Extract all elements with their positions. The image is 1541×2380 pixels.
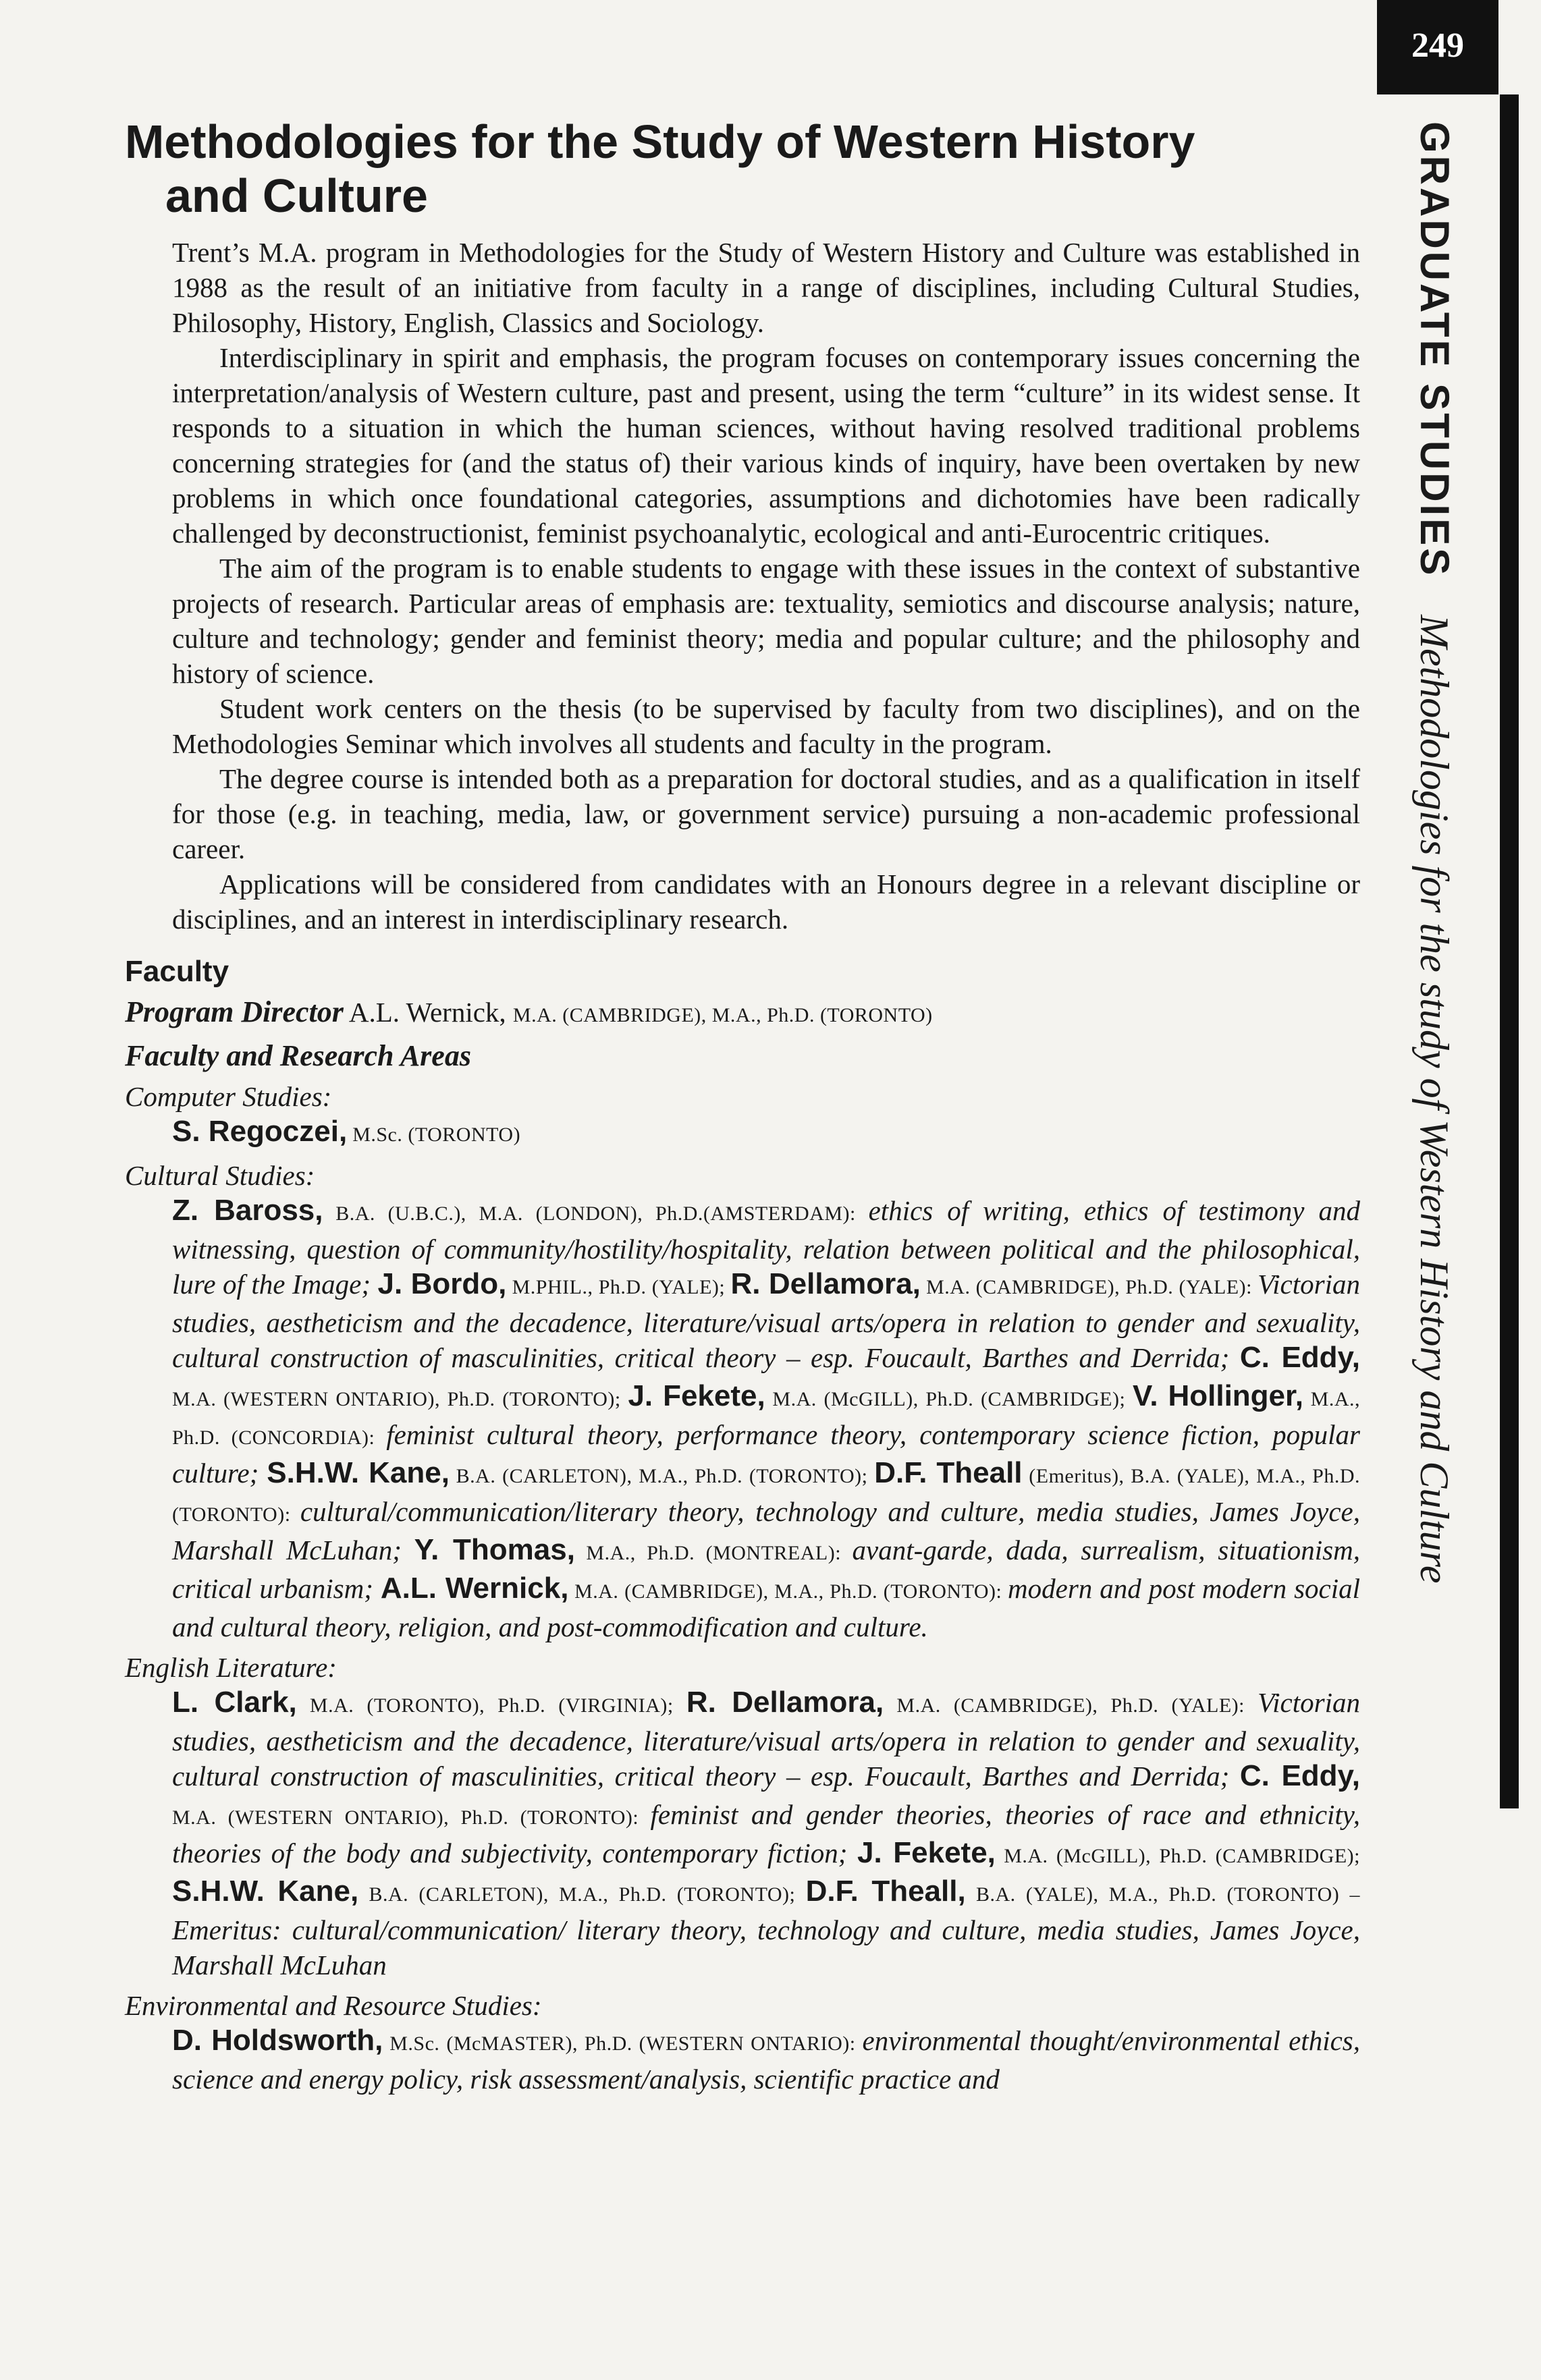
faculty-heading: Faculty: [125, 955, 229, 988]
research-area-members: [125, 1193, 1360, 1644]
faculty-member-degrees: M.A. (McGILL), Ph.D. (CAMBRIDGE);: [995, 1845, 1360, 1867]
faculty-member-degrees: B.A. (CARLETON), M.A., Ph.D. (TORONTO);: [449, 1465, 875, 1487]
section-label: GRADUATE STUDIES: [1412, 121, 1457, 578]
faculty-member-research: avant-garde, dada, surrealism, situationism, critical urbanism;: [172, 1534, 1360, 1604]
program-director: [125, 995, 1360, 1033]
faculty-member-degrees: M.A. (CAMBRIDGE), M.A., Ph.D. (TORONTO):: [568, 1580, 1008, 1603]
research-area-members: [125, 2023, 1360, 2097]
faculty-member-degrees: M.A. (WESTERN ONTARIO), Ph.D. (TORONTO):: [172, 1806, 651, 1829]
faculty-member-research: modern and post modern social and cultural theory, religion, and post-commodification and culture.: [172, 1573, 1361, 1642]
research-area: [125, 1988, 1360, 2097]
faculty-member-name: V. Hollinger,: [1133, 1379, 1303, 1412]
faculty-member-degrees: M.Sc. (McMASTER), Ph.D. (WESTERN ONTARIO):: [383, 2032, 863, 2055]
faculty-member-degrees: M.A. (CAMBRIDGE), Ph.D. (YALE):: [920, 1276, 1258, 1298]
page-content: [125, 115, 1360, 2097]
intro-text: [125, 235, 1360, 937]
faculty-member-research: environmental thought/environmental ethics, science and energy policy, risk assessment/analysis, scientific practice and: [172, 2025, 1360, 2095]
title-line-1: Methodologies for the Study of Western History: [125, 115, 1195, 168]
faculty-member-name: D.F. Theall: [874, 1456, 1023, 1489]
program-director-label: Program Director: [125, 995, 344, 1028]
research-area-title: English Literature:: [125, 1652, 337, 1683]
faculty-member-degrees: B.A. (CARLETON), M.A., Ph.D. (TORONTO);: [358, 1883, 806, 1906]
faculty-member-name: C. Eddy,: [1239, 1759, 1360, 1792]
title-line-2: and Culture: [165, 169, 428, 222]
faculty-member-name: R. Dellamora,: [730, 1267, 921, 1300]
faculty-member-research: cultural/communication/literary theory, technology and culture, media studies, James Joyce, Marshall McLuhan;: [172, 1496, 1360, 1566]
research-areas-list: [125, 1079, 1360, 2097]
faculty-member-name: J. Bordo,: [377, 1267, 507, 1300]
faculty-member-name: Y. Thomas,: [414, 1533, 575, 1566]
intro-paragraph: Trent’s M.A. program in Methodologies for the Study of Western History and Culture was established in 1988 as the result of an initiative from faculty in a range of disciplines, including Cultural Studies, Philosophy, History, English, Classics and Sociology.: [172, 237, 1360, 338]
section-tab-bar: [1500, 94, 1519, 1808]
faculty-member-name: S. Regoczei,: [172, 1115, 348, 1148]
faculty-member-research: Victorian studies, aestheticism and the decadence, literature/visual arts/opera in relation to gender and sexuality, cultural construction of masculinities, critical theory – esp. Foucault, Barthes and Derrida;: [172, 1269, 1360, 1373]
faculty-member-degrees: M.Sc. (TORONTO): [347, 1124, 521, 1146]
intro-paragraph: Student work centers on the thesis (to be supervised by faculty from two disciplines), and on the Methodologies Seminar which involves all students and faculty in the program.: [172, 693, 1360, 759]
section-sub-label: Methodologies for the study of Western History and Culture: [1412, 615, 1457, 1584]
faculty-member-research: feminist cultural theory, performance theory, contemporary science fiction, popular culture;: [172, 1419, 1360, 1489]
faculty-member-name: D.F. Theall,: [805, 1875, 966, 1908]
intro-paragraph: Interdisciplinary in spirit and emphasis, the program focuses on contemporary issues concerning the interpretation/analysis of Western culture, past and present, using the term “culture” in its widest sense. It responds to a situation in which the human sciences, without having resolved traditional problems concerning strategies for (and the status of) their various kinds of inquiry, have been overtaken by new problems in which once foundational categories, assumptions and dichotomies have been radically challenged by deconstructionist, feminist psychoanalytic, ecological and anti-Eurocentric critiques.: [172, 342, 1360, 549]
faculty-member-name: C. Eddy,: [1239, 1341, 1360, 1374]
faculty-member-degrees: M.A., Ph.D. (MONTREAL):: [574, 1542, 853, 1564]
intro-paragraph: The aim of the program is to enable students to engage with these issues in the context of substantive projects of research. Particular areas of emphasis are: textuality, semiotics and discourse analysis; nature, culture and technology; gender and feminist theory; media and popular culture; and the philosophy and history of science.: [172, 553, 1360, 689]
faculty-member-name: L. Clark,: [172, 1686, 297, 1719]
research-area: [125, 1650, 1360, 1983]
faculty-member-degrees: B.A. (U.B.C.), M.A. (LONDON), Ph.D.(AMSTERDAM):: [323, 1202, 869, 1225]
faculty-member-research: feminist and gender theories, theories of race and ethnicity, theories of the body and subjectivity, contemporary fiction;: [172, 1799, 1360, 1869]
research-area-members: [125, 1114, 1360, 1153]
page-number: 249: [1411, 26, 1464, 65]
faculty-member-name: J. Fekete,: [857, 1836, 996, 1869]
page-title: [125, 115, 1360, 223]
faculty-member-name: D. Holdsworth,: [172, 2024, 383, 2057]
faculty-member-research: Emeritus: cultural/communication/ literary theory, technology and culture, media studies, James Joyce, Marshall McLuhan: [172, 1914, 1360, 1981]
research-area-title: Cultural Studies:: [125, 1160, 315, 1191]
research-area-members: [125, 1685, 1360, 1983]
side-section-label: [1411, 121, 1458, 1584]
faculty-member-name: S.H.W. Kane,: [172, 1875, 359, 1908]
faculty-member-name: Z. Baross,: [172, 1194, 323, 1227]
faculty-member-name: A.L. Wernick,: [380, 1572, 569, 1605]
faculty-member-degrees: (Emeritus), B.A. (YALE), M.A., Ph.D. (TORONTO):: [172, 1465, 1360, 1526]
program-director-degrees: M.A. (CAMBRIDGE), M.A., Ph.D. (TORONTO): [512, 1004, 933, 1026]
faculty-member-degrees: M.PHIL., Ph.D. (YALE);: [506, 1276, 731, 1298]
faculty-member-degrees: M.A. (WESTERN ONTARIO), Ph.D. (TORONTO);: [172, 1388, 628, 1410]
faculty-member-name: J. Fekete,: [628, 1379, 765, 1412]
faculty-member-degrees: M.A., Ph.D. (CONCORDIA):: [172, 1388, 1360, 1449]
faculty-member-degrees: M.A. (McGILL), Ph.D. (CAMBRIDGE);: [765, 1388, 1133, 1410]
program-director-name: A.L. Wernick,: [348, 997, 506, 1028]
faculty-member-name: R. Dellamora,: [686, 1686, 884, 1719]
faculty-member-research: Victorian studies, aestheticism and the decadence, literature/visual arts/opera in relation to gender and sexuality, cultural construction of masculinities, critical theory – esp. Foucault, Barthes and Derrida;: [172, 1687, 1360, 1792]
research-area: [125, 1079, 1360, 1153]
faculty-member-name: S.H.W. Kane,: [267, 1456, 450, 1489]
research-area-title: Environmental and Resource Studies:: [125, 1990, 542, 2021]
intro-paragraph: Applications will be considered from candidates with an Honours degree in a relevant discipline or disciplines, and an interest in interdisciplinary research.: [172, 868, 1360, 935]
research-area-title: Computer Studies:: [125, 1081, 332, 1112]
research-areas-heading: Faculty and Research Areas: [125, 1039, 471, 1072]
faculty-member-degrees: M.A. (CAMBRIDGE), Ph.D. (YALE):: [884, 1694, 1258, 1717]
faculty-member-research: ethics of writing, ethics of testimony and witnessing, question of community/hostility/hospitality, relation between political and the philosophical, lure of the Image;: [172, 1195, 1360, 1300]
faculty-member-degrees: B.A. (YALE), M.A., Ph.D. (TORONTO) –: [965, 1883, 1360, 1906]
intro-paragraph: The degree course is intended both as a preparation for doctoral studies, and as a qualification in itself for those (e.g. in teaching, media, law, or government service) pursuing a non-academic professional career.: [172, 763, 1360, 864]
faculty-member-degrees: M.A. (TORONTO), Ph.D. (VIRGINIA);: [296, 1694, 686, 1717]
research-area: [125, 1158, 1360, 1644]
